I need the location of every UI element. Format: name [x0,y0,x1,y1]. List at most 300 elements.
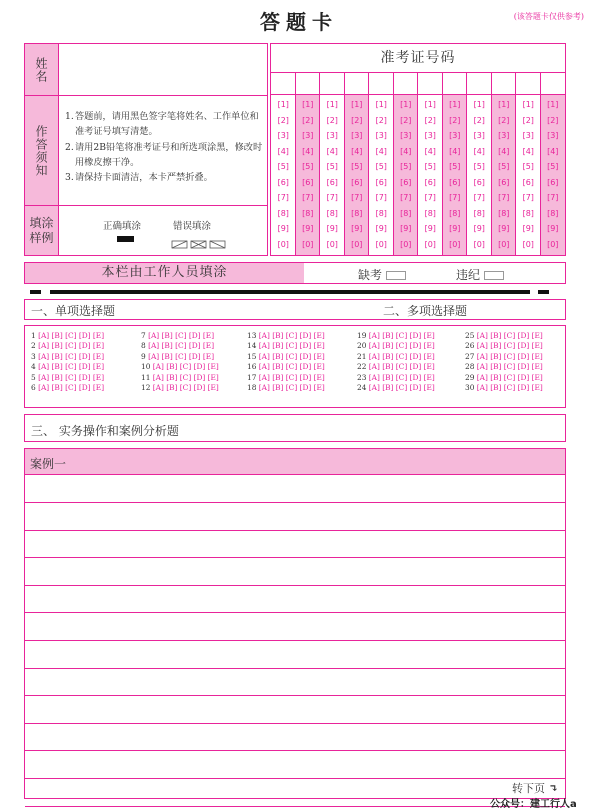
option-bubble[interactable]: [E] [423,331,435,340]
option-bubble[interactable]: [C] [65,383,79,392]
exam-id-bubble[interactable]: [5] [424,162,436,171]
option-bubble[interactable]: [E] [423,362,435,372]
option-bubble[interactable]: [E] [531,372,543,382]
option-bubble[interactable]: [C] [395,383,410,392]
option-bubble[interactable]: [B] [51,362,66,372]
option-bubble[interactable]: [B] [272,372,286,382]
exam-id-bubble[interactable]: [4] [498,146,510,156]
answer-line[interactable] [25,585,565,586]
exam-id-bubble[interactable]: [6] [302,177,314,187]
answer-line[interactable] [25,750,565,751]
answer-line[interactable] [25,668,565,669]
option-bubble[interactable]: [D] [188,351,203,361]
exam-id-bubble[interactable]: [1] [351,100,363,109]
option-bubble[interactable]: [D] [299,331,314,340]
violation-checkbox[interactable] [484,271,504,280]
exam-id-bubble[interactable]: [5] [326,162,338,171]
exam-id-bubble[interactable]: [1] [424,100,436,109]
exam-id-bubble[interactable]: [8] [449,208,461,218]
option-bubble[interactable]: [A] [38,351,52,361]
exam-id-bubble[interactable]: [8] [424,208,436,218]
exam-id-bubble[interactable]: [5] [302,162,314,171]
exam-id-bubble[interactable]: [3] [302,131,314,140]
answer-line[interactable] [25,778,565,779]
exam-id-bubble[interactable]: [4] [547,146,559,156]
option-bubble[interactable]: [C] [285,351,300,361]
exam-id-digit-box[interactable] [467,73,491,95]
option-bubble[interactable]: [A] [476,383,491,392]
option-bubble[interactable]: [C] [395,341,410,351]
option-bubble[interactable]: [A] [368,351,383,361]
option-bubble[interactable]: [A] [38,341,52,351]
exam-id-bubble[interactable]: [3] [277,131,289,140]
exam-id-digit-box[interactable] [492,73,516,95]
option-bubble[interactable]: [E] [207,372,219,382]
exam-id-bubble[interactable]: [4] [326,146,338,156]
option-bubble[interactable]: [B] [51,331,66,340]
option-bubble[interactable]: [E] [202,341,215,351]
exam-id-bubble[interactable]: [3] [375,131,387,140]
option-bubble[interactable]: [D] [517,351,532,361]
option-bubble[interactable]: [B] [51,372,66,382]
option-bubble[interactable]: [B] [490,351,504,361]
option-bubble[interactable]: [C] [285,362,300,372]
option-bubble[interactable]: [A] [258,383,273,392]
answer-line[interactable] [25,806,565,807]
answer-line[interactable] [25,695,565,696]
absent-option[interactable] [358,266,406,283]
exam-id-bubble[interactable]: [2] [375,115,387,125]
option-bubble[interactable]: [D] [517,372,532,382]
option-bubble[interactable]: [E] [423,383,435,392]
option-bubble[interactable]: [A] [148,351,162,361]
option-bubble[interactable]: [B] [166,362,180,372]
exam-id-bubble[interactable]: [7] [449,193,461,202]
exam-id-bubble[interactable]: [9] [547,224,559,233]
option-bubble[interactable]: [C] [503,351,518,361]
option-bubble[interactable]: [C] [65,362,79,372]
answer-line[interactable] [25,557,565,558]
option-bubble[interactable]: [C] [179,362,194,372]
option-bubble[interactable]: [B] [272,362,286,372]
option-bubble[interactable]: [D] [188,341,203,351]
option-bubble[interactable]: [B] [161,351,176,361]
exam-id-bubble[interactable]: [0] [277,239,289,249]
exam-id-bubble[interactable]: [5] [547,162,559,171]
exam-id-bubble[interactable]: [2] [498,115,510,125]
option-bubble[interactable]: [C] [65,341,79,351]
option-bubble[interactable]: [A] [258,372,273,382]
exam-id-bubble[interactable]: [1] [449,100,461,109]
exam-id-bubble[interactable]: [0] [547,239,559,249]
exam-id-bubble[interactable]: [1] [326,100,338,109]
exam-id-digit-box[interactable] [443,73,467,95]
exam-id-bubble[interactable]: [4] [424,146,436,156]
option-bubble[interactable]: [D] [188,331,203,340]
exam-id-bubble[interactable]: [9] [400,224,412,233]
option-bubble[interactable]: [B] [166,383,180,392]
option-bubble[interactable]: [E] [202,351,215,361]
exam-id-bubble[interactable]: [1] [277,100,289,109]
option-bubble[interactable]: [A] [476,351,491,361]
exam-id-bubble[interactable]: [3] [351,131,363,140]
option-bubble[interactable]: [B] [272,331,286,340]
option-bubble[interactable]: [E] [531,331,543,340]
answer-line[interactable] [25,612,565,613]
option-bubble[interactable]: [A] [258,331,273,340]
option-bubble[interactable]: [B] [166,372,180,382]
exam-id-bubble[interactable]: [3] [498,131,510,140]
exam-id-bubble[interactable]: [7] [522,193,534,202]
exam-id-bubble[interactable]: [4] [400,146,412,156]
exam-id-bubble[interactable]: [0] [400,239,412,249]
option-bubble[interactable]: [A] [38,331,52,340]
exam-id-bubble[interactable]: [3] [424,131,436,140]
option-bubble[interactable]: [A] [148,341,162,351]
option-bubble[interactable]: [A] [368,362,383,372]
exam-id-bubble[interactable]: [9] [473,224,485,233]
option-bubble[interactable]: [A] [152,372,167,382]
option-bubble[interactable]: [D] [517,383,532,392]
option-bubble[interactable]: [D] [78,331,93,340]
option-bubble[interactable]: [A] [152,383,167,392]
exam-id-bubble[interactable]: [8] [302,208,314,218]
exam-id-bubble[interactable]: [2] [522,115,534,125]
exam-id-digit-box[interactable] [418,73,442,95]
exam-id-digit-box[interactable] [516,73,540,95]
option-bubble[interactable]: [E] [92,372,105,382]
exam-id-bubble[interactable]: [0] [326,239,338,249]
option-bubble[interactable]: [B] [161,341,176,351]
option-bubble[interactable]: [E] [92,331,105,340]
option-bubble[interactable]: [A] [368,372,383,382]
answer-line[interactable] [25,502,565,503]
option-bubble[interactable]: [E] [423,341,435,351]
exam-id-bubble[interactable]: [1] [498,100,510,109]
option-bubble[interactable]: [E] [202,331,215,340]
answer-line[interactable] [25,530,565,531]
exam-id-bubble[interactable]: [4] [522,146,534,156]
option-bubble[interactable]: [C] [503,362,518,372]
option-bubble[interactable]: [C] [65,372,79,382]
exam-id-bubble[interactable]: [5] [498,162,510,171]
exam-id-bubble[interactable]: [6] [326,177,338,187]
option-bubble[interactable]: [B] [490,372,504,382]
option-bubble[interactable]: [D] [78,362,93,372]
exam-id-bubble[interactable]: [6] [498,177,510,187]
option-bubble[interactable]: [E] [423,351,435,361]
exam-id-bubble[interactable]: [5] [400,162,412,171]
exam-id-bubble[interactable]: [5] [277,162,289,171]
exam-id-bubble[interactable]: [2] [449,115,461,125]
option-bubble[interactable]: [B] [490,341,504,351]
option-bubble[interactable]: [B] [382,351,396,361]
violation-option[interactable] [456,266,504,283]
option-bubble[interactable]: [C] [285,372,300,382]
option-bubble[interactable]: [D] [193,372,208,382]
option-bubble[interactable]: [D] [409,331,424,340]
exam-id-bubble[interactable]: [0] [498,239,510,249]
option-bubble[interactable]: [A] [38,383,52,392]
option-bubble[interactable]: [B] [51,341,66,351]
exam-id-bubble[interactable]: [6] [547,177,559,187]
option-bubble[interactable]: [E] [313,383,325,392]
option-bubble[interactable]: [E] [531,383,543,392]
option-bubble[interactable]: [E] [92,362,105,372]
exam-id-bubble[interactable]: [8] [326,208,338,218]
option-bubble[interactable]: [A] [476,331,491,340]
exam-id-bubble[interactable]: [9] [375,224,387,233]
option-bubble[interactable]: [B] [382,362,396,372]
option-bubble[interactable]: [A] [476,341,491,351]
exam-id-bubble[interactable]: [2] [302,115,314,125]
option-bubble[interactable]: [D] [409,362,424,372]
exam-id-bubble[interactable]: [4] [375,146,387,156]
name-field[interactable] [60,44,267,95]
exam-id-bubble[interactable]: [8] [375,208,387,218]
option-bubble[interactable]: [C] [285,341,300,351]
exam-id-digit-box[interactable] [394,73,418,95]
exam-id-bubble[interactable]: [3] [449,131,461,140]
exam-id-bubble[interactable]: [7] [277,193,289,202]
exam-id-bubble[interactable]: [0] [522,239,534,249]
exam-id-bubble[interactable]: [7] [424,193,436,202]
option-bubble[interactable]: [E] [313,351,325,361]
option-bubble[interactable]: [A] [38,362,52,372]
option-bubble[interactable]: [D] [409,372,424,382]
exam-id-bubble[interactable]: [9] [424,224,436,233]
absent-checkbox[interactable] [386,271,406,280]
answer-line[interactable] [25,640,565,641]
exam-id-bubble[interactable]: [5] [449,162,461,171]
exam-id-bubble[interactable]: [2] [400,115,412,125]
exam-id-bubble[interactable]: [8] [498,208,510,218]
option-bubble[interactable]: [E] [531,341,543,351]
option-bubble[interactable]: [D] [299,351,314,361]
option-bubble[interactable]: [B] [490,331,504,340]
exam-id-bubble[interactable]: [1] [473,100,485,109]
exam-id-bubble[interactable]: [7] [547,193,559,202]
option-bubble[interactable]: [C] [175,331,189,340]
exam-id-bubble[interactable]: [9] [522,224,534,233]
option-bubble[interactable]: [E] [92,341,105,351]
exam-id-bubble[interactable]: [2] [351,115,363,125]
option-bubble[interactable]: [C] [503,372,518,382]
option-bubble[interactable]: [B] [382,383,396,392]
exam-id-bubble[interactable]: [3] [326,131,338,140]
exam-id-bubble[interactable]: [6] [400,177,412,187]
exam-id-digit-box[interactable] [345,73,369,95]
exam-id-bubble[interactable]: [0] [375,239,387,249]
option-bubble[interactable]: [C] [285,383,300,392]
option-bubble[interactable]: [B] [382,341,396,351]
option-bubble[interactable]: [C] [179,372,194,382]
exam-id-bubble[interactable]: [9] [326,224,338,233]
option-bubble[interactable]: [B] [51,351,66,361]
exam-id-bubble[interactable]: [0] [449,239,461,249]
option-bubble[interactable]: [D] [517,341,532,351]
answer-line[interactable] [25,723,565,724]
option-bubble[interactable]: [D] [299,341,314,351]
option-bubble[interactable]: [C] [65,351,79,361]
option-bubble[interactable]: [A] [368,331,383,340]
option-bubble[interactable]: [C] [395,351,410,361]
option-bubble[interactable]: [A] [368,383,383,392]
exam-id-bubble[interactable]: [4] [473,146,485,156]
option-bubble[interactable]: [C] [395,372,410,382]
exam-id-bubble[interactable]: [4] [302,146,314,156]
option-bubble[interactable]: [A] [38,372,52,382]
option-bubble[interactable]: [A] [258,351,273,361]
option-bubble[interactable]: [D] [193,362,208,372]
option-bubble[interactable]: [D] [517,331,532,340]
exam-id-bubble[interactable]: [5] [351,162,363,171]
exam-id-bubble[interactable]: [5] [473,162,485,171]
exam-id-bubble[interactable]: [9] [498,224,510,233]
exam-id-bubble[interactable]: [4] [351,146,363,156]
exam-id-bubble[interactable]: [0] [302,239,314,249]
option-bubble[interactable]: [C] [179,383,194,392]
exam-id-bubble[interactable]: [6] [424,177,436,187]
option-bubble[interactable]: [C] [175,351,189,361]
exam-id-bubble[interactable]: [2] [473,115,485,125]
option-bubble[interactable]: [D] [193,383,208,392]
exam-id-bubble[interactable]: [8] [400,208,412,218]
exam-id-digit-box[interactable] [320,73,344,95]
option-bubble[interactable]: [E] [313,362,325,372]
option-bubble[interactable]: [A] [476,362,491,372]
exam-id-bubble[interactable]: [9] [302,224,314,233]
option-bubble[interactable]: [B] [51,383,66,392]
option-bubble[interactable]: [B] [272,383,286,392]
option-bubble[interactable]: [E] [207,383,219,392]
exam-id-bubble[interactable]: [7] [400,193,412,202]
exam-id-bubble[interactable]: [6] [473,177,485,187]
exam-id-bubble[interactable]: [7] [326,193,338,202]
option-bubble[interactable]: [E] [92,383,105,392]
option-bubble[interactable]: [A] [152,362,167,372]
option-bubble[interactable]: [D] [409,341,424,351]
exam-id-bubble[interactable]: [1] [522,100,534,109]
exam-id-bubble[interactable]: [9] [351,224,363,233]
option-bubble[interactable]: [D] [299,362,314,372]
exam-id-bubble[interactable]: [3] [522,131,534,140]
option-bubble[interactable]: [C] [285,331,300,340]
exam-id-bubble[interactable]: [0] [473,239,485,249]
exam-id-bubble[interactable]: [0] [351,239,363,249]
option-bubble[interactable]: [B] [272,351,286,361]
option-bubble[interactable]: [C] [395,331,410,340]
option-bubble[interactable]: [E] [313,372,325,382]
option-bubble[interactable]: [E] [423,372,435,382]
option-bubble[interactable]: [E] [313,331,325,340]
exam-id-bubble[interactable]: [5] [522,162,534,171]
option-bubble[interactable]: [A] [258,341,273,351]
option-bubble[interactable]: [B] [272,341,286,351]
exam-id-bubble[interactable]: [6] [522,177,534,187]
exam-id-bubble[interactable]: [8] [351,208,363,218]
option-bubble[interactable]: [B] [490,362,504,372]
exam-id-bubble[interactable]: [7] [498,193,510,202]
exam-id-digit-box[interactable] [296,73,320,95]
option-bubble[interactable]: [D] [409,383,424,392]
option-bubble[interactable]: [E] [92,351,105,361]
option-bubble[interactable]: [D] [78,383,93,392]
exam-id-bubble[interactable]: [1] [547,100,559,109]
exam-id-bubble[interactable]: [8] [277,208,289,218]
option-bubble[interactable]: [B] [161,331,176,340]
exam-id-bubble[interactable]: [7] [473,193,485,202]
option-bubble[interactable]: [B] [382,331,396,340]
exam-id-bubble[interactable]: [4] [449,146,461,156]
option-bubble[interactable]: [C] [395,362,410,372]
exam-id-column [541,73,566,255]
option-bubble[interactable]: [E] [531,351,543,361]
exam-id-bubble[interactable]: [6] [277,177,289,187]
option-bubble[interactable]: [A] [148,331,162,340]
exam-id-bubble[interactable]: [6] [375,177,387,187]
option-bubble[interactable]: [D] [78,372,93,382]
exam-id-bubble[interactable]: [5] [375,162,387,171]
exam-id-bubble[interactable]: [9] [277,224,289,233]
option-bubble[interactable]: [A] [368,341,383,351]
option-bubble[interactable]: [B] [490,383,504,392]
exam-id-bubble[interactable]: [3] [473,131,485,140]
exam-id-digit-box[interactable] [541,73,566,95]
exam-id-bubble[interactable]: [4] [277,146,289,156]
option-bubble[interactable]: [E] [313,341,325,351]
option-bubble[interactable]: [B] [382,372,396,382]
exam-id-bubble[interactable]: [2] [277,115,289,125]
exam-id-digit-box[interactable] [271,73,295,95]
exam-id-bubble[interactable]: [8] [473,208,485,218]
exam-id-bubble[interactable]: [6] [351,177,363,187]
option-bubble[interactable]: [D] [78,341,93,351]
option-bubble[interactable]: [C] [503,383,518,392]
exam-id-bubble[interactable]: [1] [375,100,387,109]
exam-id-bubble[interactable]: [2] [424,115,436,125]
option-bubble[interactable]: [C] [175,341,189,351]
exam-id-bubble[interactable]: [8] [547,208,559,218]
exam-id-bubble[interactable]: [7] [375,193,387,202]
exam-id-bubble[interactable]: [1] [302,100,314,109]
option-bubble[interactable]: [C] [503,341,518,351]
option-bubble[interactable]: [E] [207,362,219,372]
option-bubble[interactable]: [E] [531,362,543,372]
option-bubble[interactable]: [D] [409,351,424,361]
option-bubble[interactable]: [C] [65,331,79,340]
exam-id-bubble[interactable]: [8] [522,208,534,218]
exam-id-bubble[interactable]: [7] [351,193,363,202]
exam-id-bubble[interactable]: [2] [547,115,559,125]
option-bubble[interactable]: [D] [517,362,532,372]
exam-id-bubble[interactable]: [9] [449,224,461,233]
option-bubble[interactable]: [C] [503,331,518,340]
exam-id-bubble[interactable]: [3] [400,131,412,140]
exam-id-bubble[interactable]: [7] [302,193,314,202]
option-bubble[interactable]: [D] [299,372,314,382]
exam-id-bubble[interactable]: [6] [449,177,461,187]
exam-id-bubble[interactable]: [1] [400,100,412,109]
exam-id-bubble[interactable]: [0] [424,239,436,249]
option-bubble[interactable]: [D] [299,383,314,392]
option-bubble[interactable]: [A] [476,372,491,382]
exam-id-bubble[interactable]: [2] [326,115,338,125]
option-bubble[interactable]: [A] [258,362,273,372]
exam-id-digit-box[interactable] [369,73,393,95]
exam-id-bubble[interactable]: [3] [547,131,559,140]
option-bubble[interactable]: [D] [78,351,93,361]
